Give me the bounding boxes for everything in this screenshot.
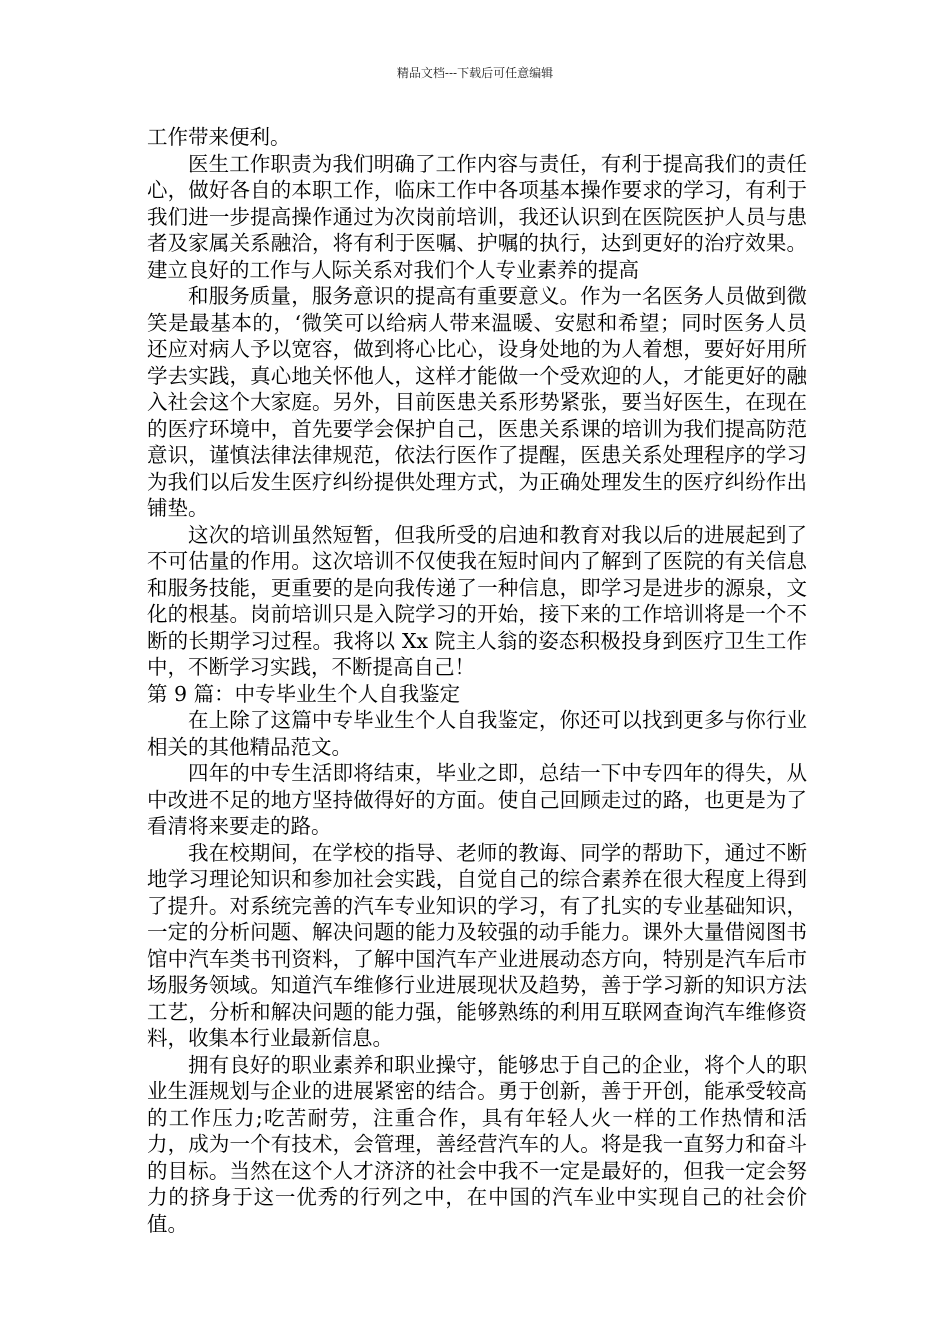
paragraph: 拥有良好的职业素养和职业操守，能够忠于自己的企业，将个人的职业生涯规划与企业的进展紧密的结合。勇于创新，善于开创，能承受较高的工作压力;吃苦耐劳，注重合作，具有年轻人火一样的工作热情和活力，成为一个有技术，会管理，善经营汽车的人。将是我一直努力和奋斗的目标。当然在这个人才济济的社会中我不一定是最好的，但我一定会努力的挤身于这一优秀的行列之中，在中国的汽车业中实现自己的社会价值。 [147,1052,807,1236]
paragraph: 在上除了这篇中专毕业生个人自我鉴定，你还可以找到更多与你行业相关的其他精品范文。 [147,708,807,759]
section-heading: 第 9 篇：中专毕业生个人自我鉴定 [147,681,461,706]
document-body [147,124,807,1237]
paragraph: 和服务质量，服务意识的提高有重要意义。作为一名医务人员做到微笑是最基本的，‘微笑可以给病人带来温暖、安慰和希望；同时医务人员还应对病人予以宽容，做到将心比心，设身处地的为人着想，要好好用所学去实践，真心地关怀他人，这样才能做一个受欢迎的人，才能更好的融入社会这个大家庭。另外，目前医患关系形势紧张，要当好医生，在现在的医疗环境中，首先要学会保护自己，医患关系课的培训为我们提高防范意识，谨慎法律法律规范，依法行医作了提醒，医患关系处理程序的学习为我们以后发生医疗纠纷提供处理方式，为正确处理发生的医疗纠纷作出铺垫。 [147,284,807,520]
paragraph: 这次的培训虽然短暂，但我所受的启迪和教育对我以后的进展起到了不可估量的作用。这次培训不仅使我在短时间内了解到了医院的有关信息和服务技能，更重要的是向我传递了一种信息，即学习是进步的源泉，文化的根基。岗前培训只是入院学习的开始，接下来的工作培训将是一个不断的长期学习过程。我将以 Xx 院主人翁的姿态积极投身到医疗卫生工作中，不断学习实践，不断提高自己！ [147,522,807,679]
paragraph: 四年的中专生活即将结束，毕业之即，总结一下中专四年的得失，从中改进不足的地方坚持做得好的方面。使自己回顾走过的路，也更是为了看清将来要走的路。 [147,761,807,838]
paragraph: 医生工作职责为我们明确了工作内容与责任，有利于提高我们的责任心，做好各自的本职工作，临床工作中各项基本操作要求的学习，有利于我们进一步提高操作通过为次岗前培训，我还认识到在医院医护人员与患者及家属关系融洽，将有利于医嘱、护嘱的执行，达到更好的治疗效果。建立良好的工作与人际关系对我们个人专业素养的提高 [147,151,807,282]
paragraph: 工作带来便利。 [147,125,291,149]
paragraph: 我在校期间，在学校的指导、老师的教诲、同学的帮助下，通过不断地学习理论知识和参加社会实践，自觉自己的综合素养在很大程度上得到了提升。对系统完善的汽车专业知识的学习，有了扎实的专业基础知识，一定的分析问题、解决问题的能力及较强的动手能力。课外大量借阅图书馆中汽车类书刊资料，了解中国汽车产业进展动态方向，特别是汽车后市场服务领域。知道汽车维修行业进展现状及趋势，善于学习新的知识方法工艺，分析和解决问题的能力强，能够熟练的利用互联网查询汽车维修资料，收集本行业最新信息。 [147,840,807,1050]
page-header: 精品文档---下载后可任意编辑 [396,66,554,80]
